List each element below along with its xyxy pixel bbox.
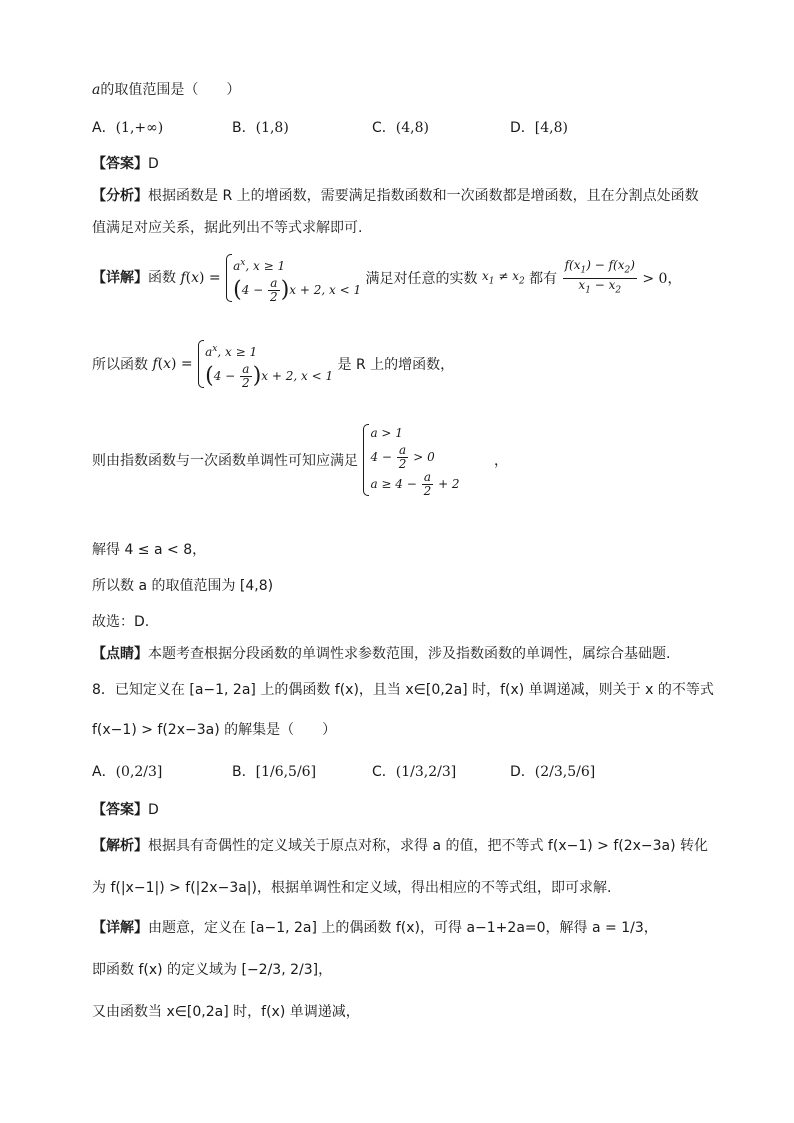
- q7-stem-tail: a的取值范围是（ ）: [92, 82, 241, 98]
- q7-detail-line4: 解得 4 ≤ a < 8，: [92, 542, 207, 558]
- q8-analysis-line2: 为 f(|x−1|) > f(|2x−3a|)，根据单调性和定义域，得出相应的不等式组，即可求解.: [92, 880, 612, 896]
- q7-analysis-line2: 值满足对应关系，据此列出不等式求解即可.: [92, 220, 363, 236]
- q7-inequality-system: a > 1 4 − $\frac{a}{2}$ > 0 a ≥ 4 − $\frac{a}{2}$ + 2: [362, 422, 459, 498]
- q7-detail-line5: 所以数 a 的取值范围为 [4,8): [92, 578, 274, 594]
- q8-stem-line1: 8．已知定义在 [a−1, 2a] 上的偶函数 f(x)，且当 x∈[0,2a] 时，f(x) 单调递减，则关于 x 的不等式: [92, 682, 714, 698]
- q7-option-a: A．(1,+∞): [92, 120, 164, 136]
- q8-detail-line1: 【详解】由题意，定义在 [a−1, 2a] 上的偶函数 f(x)，可得 a−1+2a=0，解得 a = 1/3，: [92, 920, 658, 936]
- q7-detail-line3: 则由指数函数与一次函数单调性可知应满足 a > 1 4 − $\frac{a}{2}$ > 0 a ≥ 4 − $\frac{a}{2}$ + 2 ，: [92, 422, 508, 498]
- q7-option-c: C．(4,8): [372, 120, 429, 136]
- q7-diff-quotient: $\frac{f(x_1) - f(x_2)}{x_1 - x_2}$: [564, 258, 635, 295]
- q7-piecewise-2: $a^x$, x ≥ 1 (4 − $\frac{a}{2}$ )x + 2, x < 1: [197, 338, 333, 390]
- q7-comment: 【点睛】本题考查根据分段函数的单调性求参数范围，涉及指数函数的单调性，属综合基础题.: [92, 646, 671, 662]
- q7-detail-line1: 【详解】函数 f(x) = $a^x$, x ≥ 1 (4 − $\frac{a}{2}$ )x + 2, x < 1 满足对任意的实数 $x_1 \ne x_2$ 都有 $\frac{f(x_1) - f(x_2)}{x_1 - x_2}$ > 0，: [92, 252, 681, 304]
- q7-analysis-line1: 【分析】根据函数是 R 上的增函数，需要满足指数函数和一次函数都是增函数，且在分割点处函数: [92, 188, 699, 204]
- q7-answer: 【答案】D: [92, 156, 159, 172]
- q8-option-b: B．[1/6,5/6]: [232, 764, 317, 780]
- q8-stem-line2: f(x−1) > f(2x−3a) 的解集是（ ）: [92, 722, 337, 738]
- q8-answer: 【答案】D: [92, 802, 159, 818]
- q8-detail-line2: 即函数 f(x) 的定义域为 [−2/3, 2/3]，: [92, 962, 333, 978]
- q8-analysis-line1: 【解析】根据具有奇偶性的定义域关于原点对称，求得 a 的值，把不等式 f(x−1) > f(2x−3a) 转化: [92, 838, 709, 854]
- q8-option-c: C．(1/3,2/3]: [372, 764, 457, 780]
- q8-option-d: D．(2/3,5/6]: [510, 764, 596, 780]
- q7-option-d: D．[4,8): [510, 120, 568, 136]
- q7-detail-line6: 故选：D.: [92, 614, 150, 630]
- q8-option-a: A．(0,2/3]: [92, 764, 163, 780]
- q7-option-b: B．(1,8): [232, 120, 289, 136]
- q8-detail-line3: 又由函数当 x∈[0,2a] 时，f(x) 单调递减，: [92, 1004, 360, 1020]
- q7-piecewise-1: $a^x$, x ≥ 1 (4 − $\frac{a}{2}$ )x + 2, x < 1: [225, 252, 361, 304]
- q7-detail-line2: 所以函数 f(x) = $a^x$, x ≥ 1 (4 − $\frac{a}{2}$ )x + 2, x < 1 是 R 上的增函数，: [92, 338, 454, 390]
